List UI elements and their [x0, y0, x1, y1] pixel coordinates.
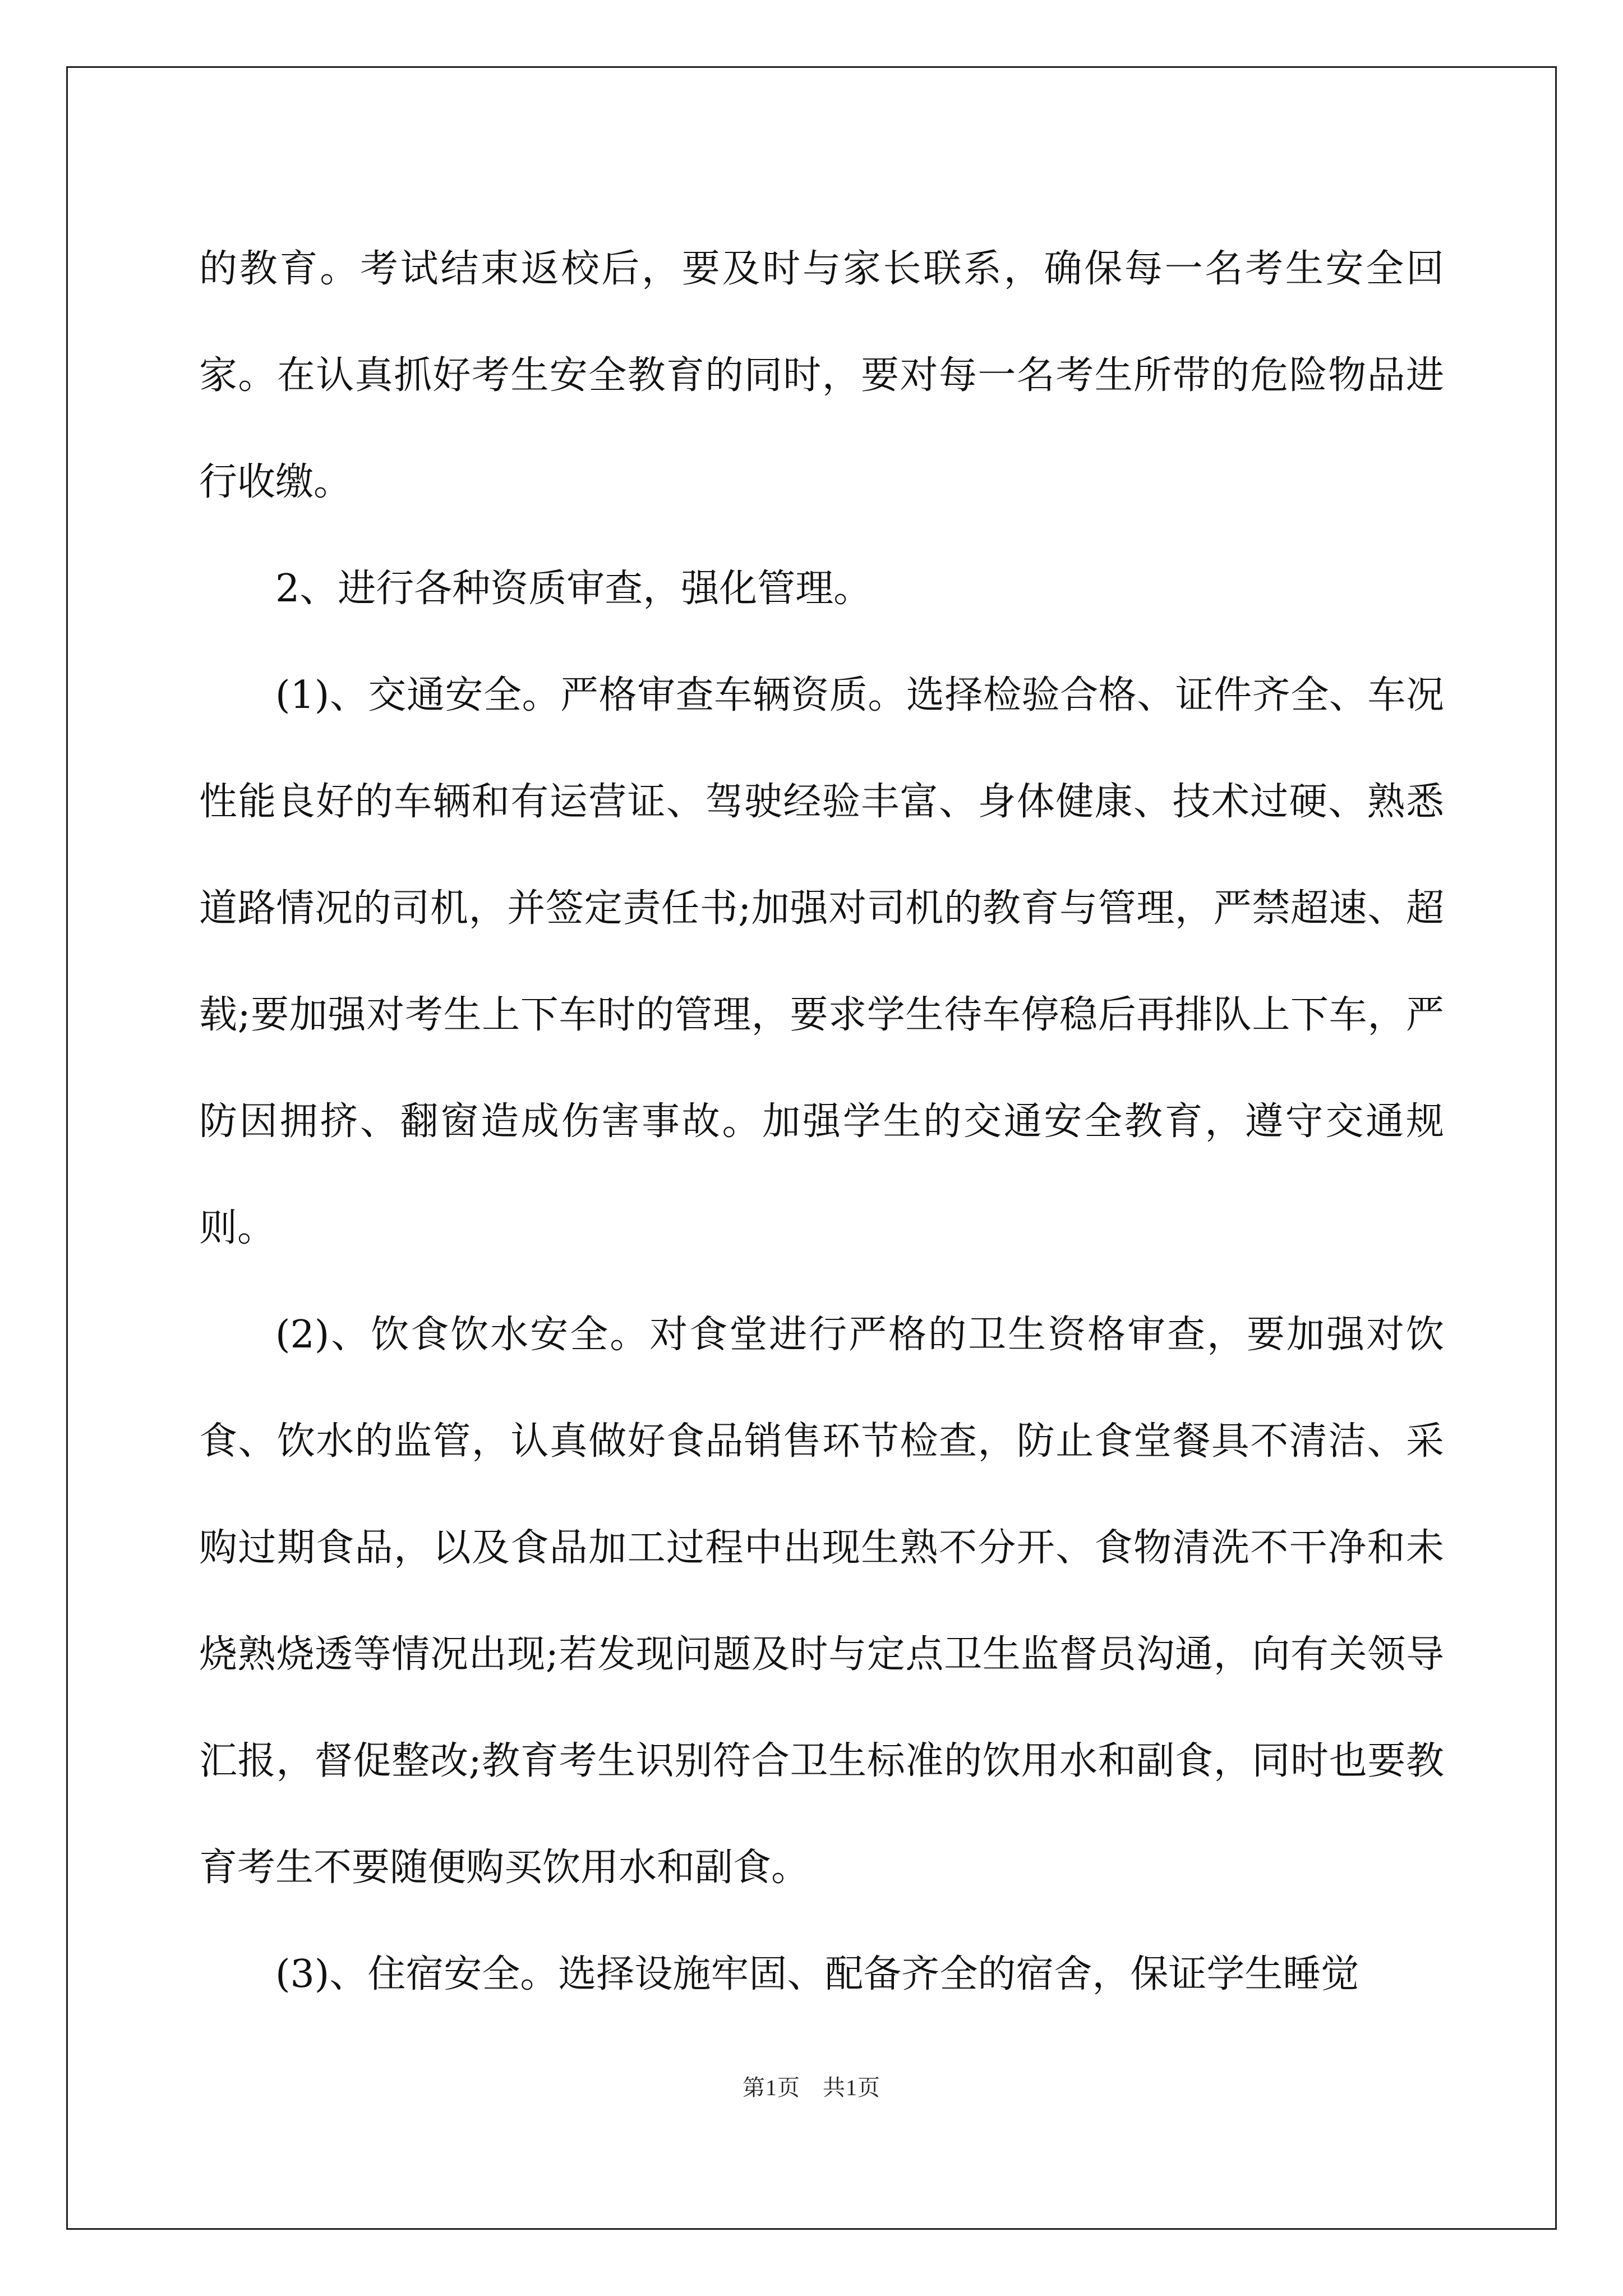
paragraph-4: (2)、饮食饮水安全。对食堂进行严格的卫生资格审查，要加强对饮食、饮水的监管，认真做好食品销售环节检查，防止食堂餐具不清洁、采购过期食品，以及食品加工过程中出现生熟不分开、食物清洗不干净和未烧熟烧透等情况出现;若发现问题及时与定点卫生监督员沟通，向有关领导汇报，督促整改;教育考生识别符合卫生标准的饮用水和副食，同时也要教育考生不要随便购买饮用水和副食。 — [199, 1313, 1444, 1890]
page-number: 第1页 — [743, 2075, 800, 2100]
paragraph-2: 2、进行各种资质审查，强化管理。 — [275, 567, 872, 611]
paragraph-1: 的教育。考试结束返校后，要及时与家长联系，确保每一名考生安全回家。在认真抓好考生安全教育的同时，要对每一名考生所带的危险物品进行收缴。 — [199, 247, 1444, 504]
page-footer — [0, 2070, 1623, 2102]
page-total: 共1页 — [823, 2075, 880, 2100]
paragraph-3: (1)、交通安全。严格审查车辆资质。选择检验合格、证件齐全、车况性能良好的车辆和有运营证、驾驶经验丰富、身体健康、技术过硬、熟悉道路情况的司机，并签定责任书;加强对司机的教育与管理，严禁超速、超载;要加强对考生上下车时的管理，要求学生待车停稳后再排队上下车，严防因拥挤、翻窗造成伤害事故。加强学生的交通安全教育，遵守交通规则。 — [199, 673, 1444, 1250]
document-body — [199, 216, 1444, 2028]
paragraph-5: (3)、住宿安全。选择设施牢固、配备齐全的宿舍，保证学生睡觉 — [275, 1952, 1359, 1996]
